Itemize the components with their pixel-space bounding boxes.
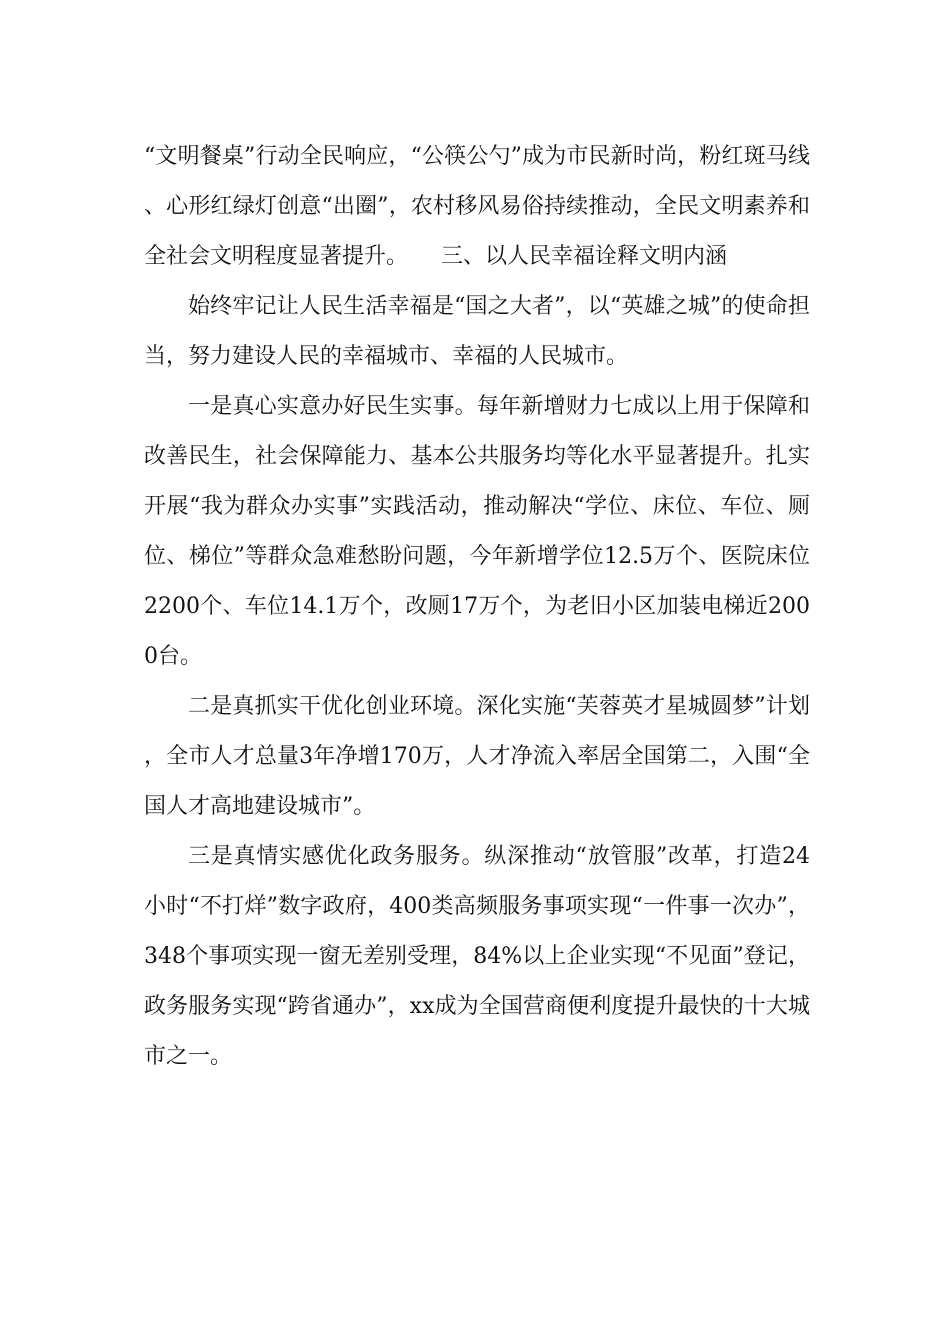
document-body <box>144 132 810 1082</box>
paragraph-continuation: “文明餐桌”行动全民响应，“公筷公勺”成为市民新时尚，粉红斑马线、心形红绿灯创意“出圈”，农村移风易俗持续推动，全民文明素养和全社会文明程度显著提升。 三、以人民幸福诠释文明内涵 <box>144 144 810 269</box>
paragraph-point-two: 二是真抓实干优化创业环境。深化实施“芙蓉英才星城圆梦”计划，全市人才总量3年净增170万，人才净流入率居全国第二，入围“全国人才高地建设城市”。 <box>144 694 810 819</box>
paragraph-point-one: 一是真心实意办好民生实事。每年新增财力七成以上用于保障和改善民生，社会保障能力、基本公共服务均等化水平显著提升。扎实开展“我为群众办实事”实践活动，推动解决“学位、床位、车位、厕位、梯位”等群众急难愁盼问题，今年新增学位12.5万个、医院床位2200个、车位14.1万个，改厕17万个，为老旧小区加装电梯近2000台。 <box>144 394 810 669</box>
paragraph-point-three: 三是真情实感优化政务服务。纵深推动“放管服”改革，打造24小时“不打烊”数字政府，400类高频服务事项实现“一件事一次办”，348个事项实现一窗无差别受理，84%以上企业实现“不见面”登记，政务服务实现“跨省通办”，xx成为全国营商便利度提升最快的十大城市之一。 <box>144 844 810 1069</box>
paragraph-intro: 始终牢记让人民生活幸福是“国之大者”，以“英雄之城”的使命担当，努力建设人民的幸福城市、幸福的人民城市。 <box>144 294 810 369</box>
